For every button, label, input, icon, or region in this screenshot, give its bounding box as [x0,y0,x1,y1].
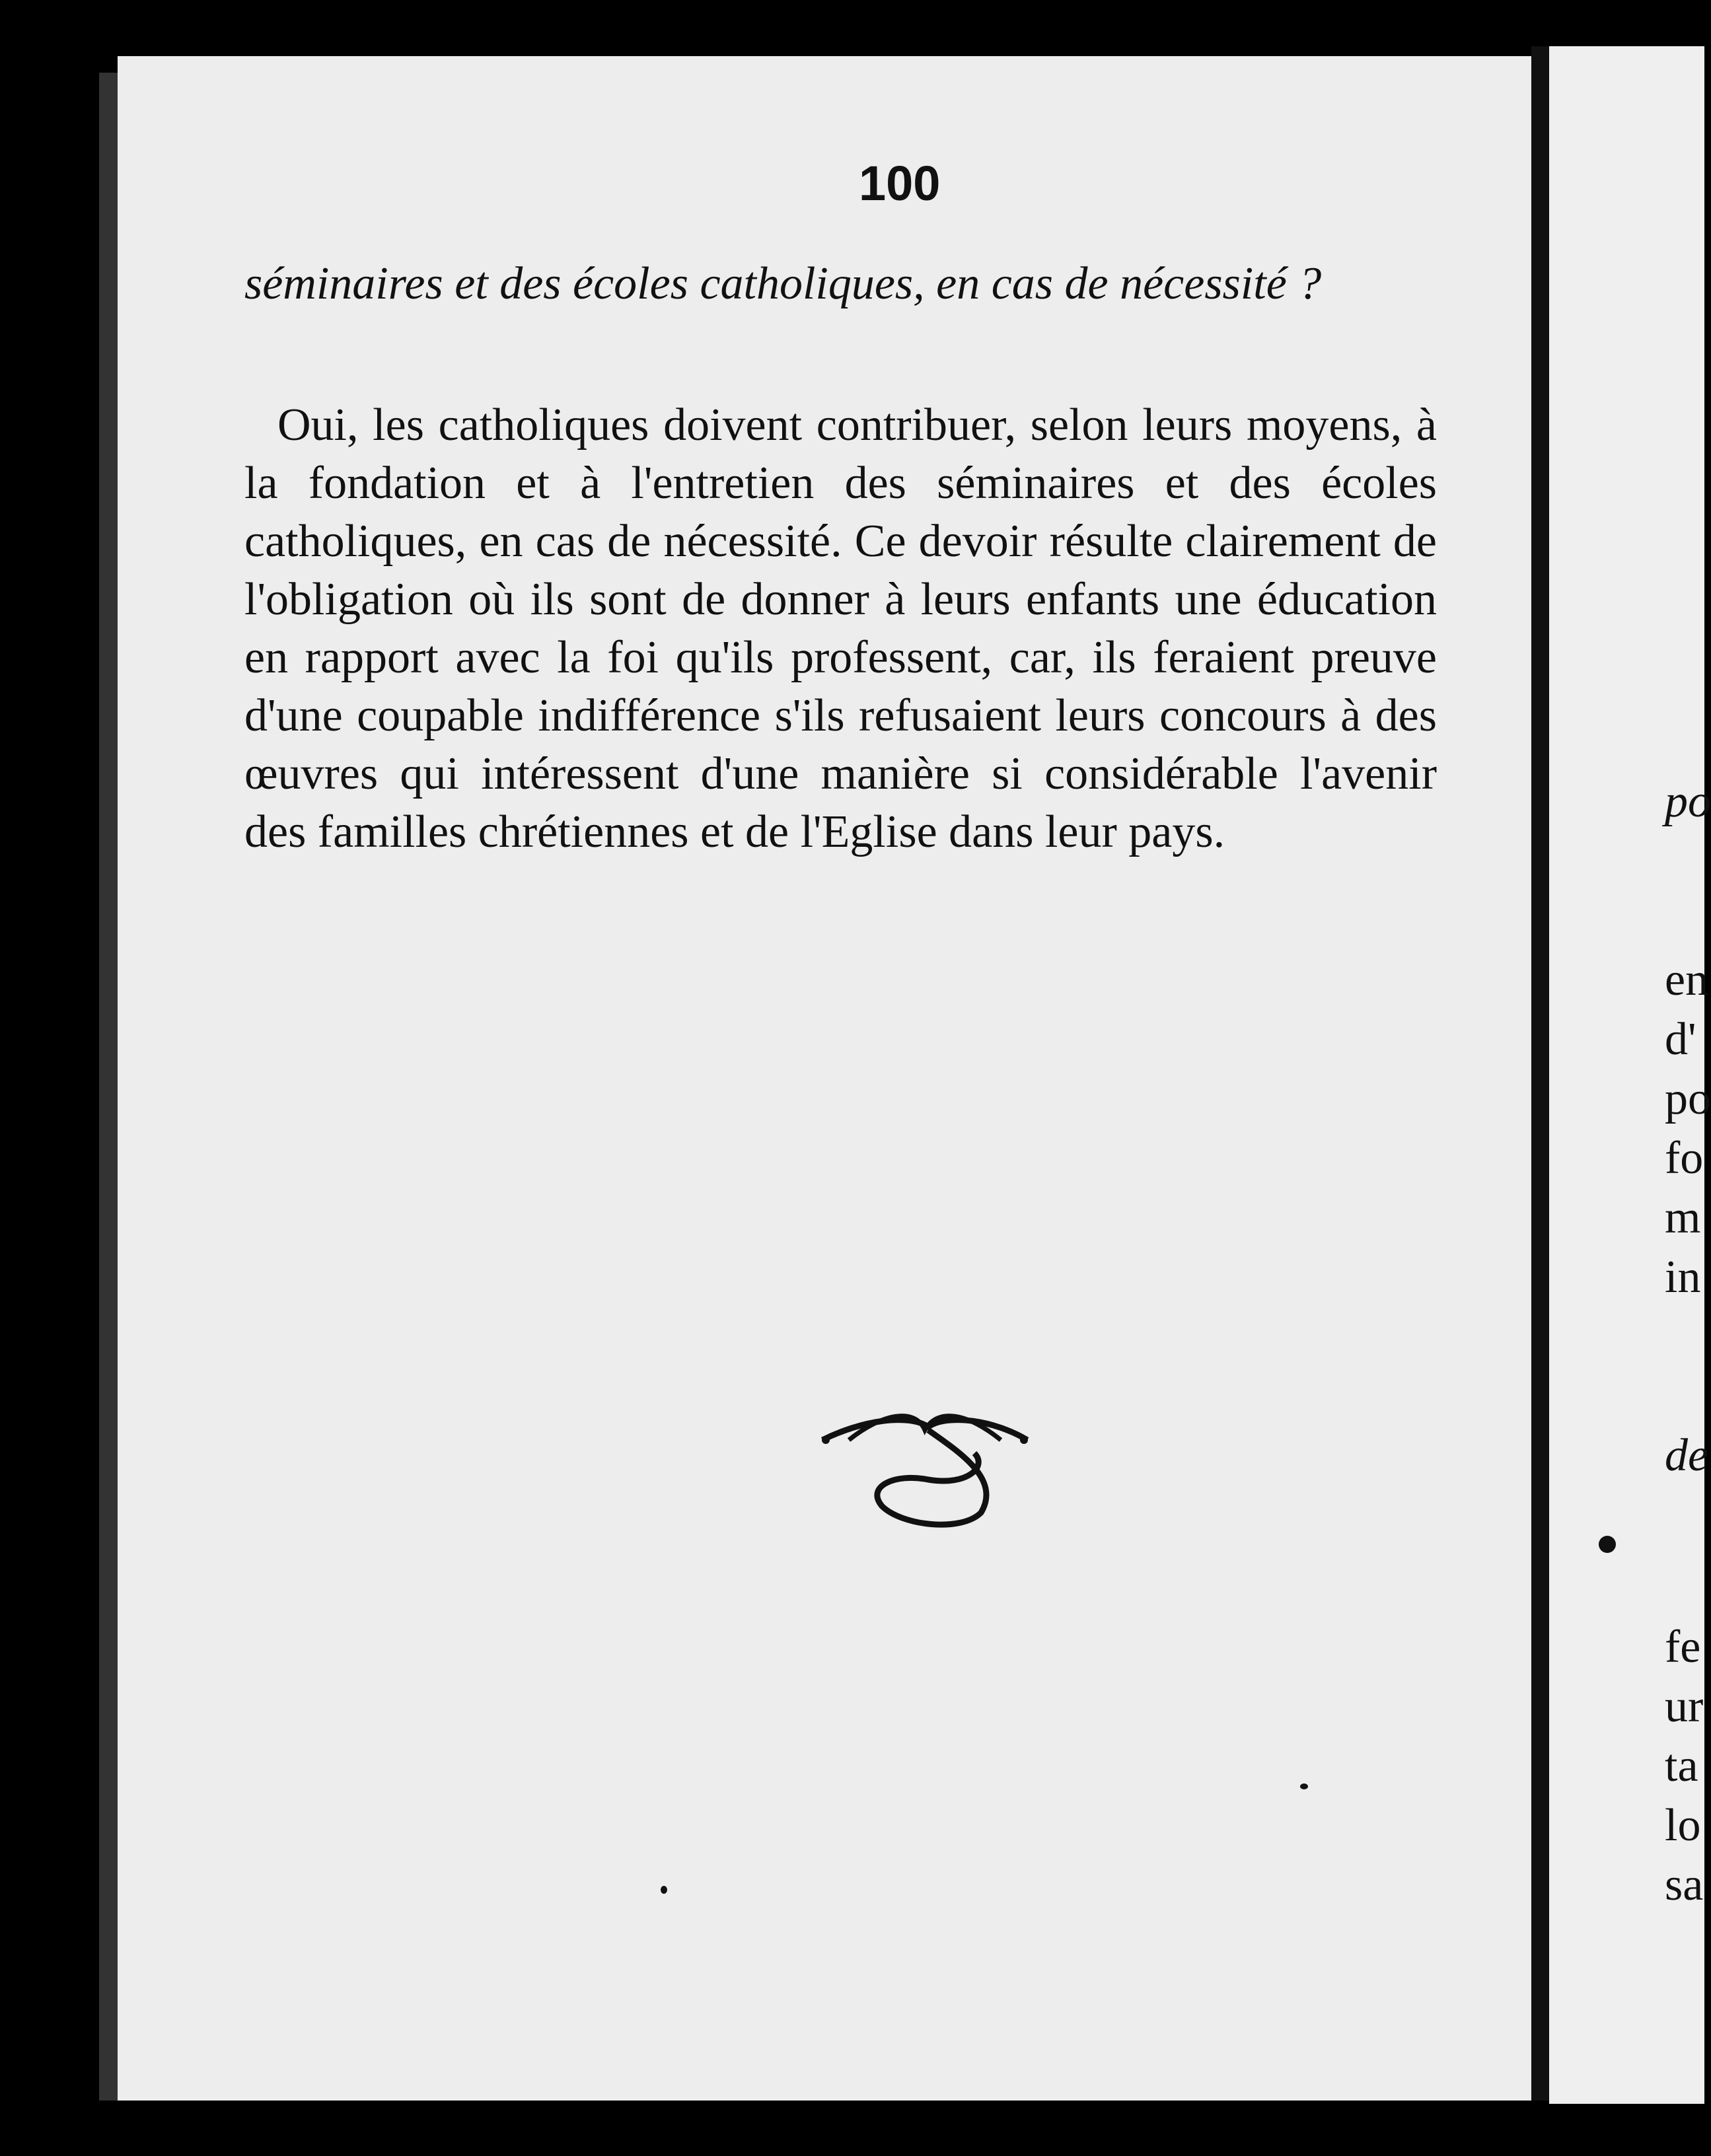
right-fragment: fe [1665,1622,1701,1672]
right-fragment: en [1665,954,1709,1005]
answer-paragraph: Oui, les catholiques doivent contribuer, selon leurs moyens, à la fondation et à l'entretien des séminaires et des écoles catholiques, en cas de nécessité. Ce devoir résulte clairement de l'obligation où ils sont de donner à leurs enfants une éducation en rapport avec la foi qu'ils professent, car, ils feraient preuve d'une coupable indifférence s'ils refusaient leurs concours à des œuvres qui intéressent d'une manière si considérable l'avenir des familles chrétiennes et de l'Eglise dans leur pays. [244,400,1437,857]
right-fragment: sa [1665,1859,1704,1910]
page-number: 100 [859,156,941,211]
right-fragment: po [1665,1073,1711,1124]
question-text: séminaires et des écoles catholiques, en cas de nécessité ? [244,258,1322,309]
right-fragment: ur [1665,1681,1704,1732]
right-fragment: po [1665,776,1711,827]
ornament-flourish [809,1400,1040,1532]
right-fragment: d' [1665,1014,1696,1065]
right-fragment: lo [1665,1800,1701,1851]
left-page [118,56,1531,2101]
right-fragment: de [1665,1430,1709,1481]
gutter-shadow [99,73,118,2101]
right-fragment: ta [1665,1741,1698,1791]
speck [1300,1783,1308,1789]
binding-line [1531,46,1549,2101]
right-fragment: fo [1665,1133,1704,1184]
right-fragment: in [1665,1252,1701,1303]
right-fragment: m [1665,1192,1701,1243]
speck [661,1886,667,1894]
speck [1599,1536,1616,1553]
